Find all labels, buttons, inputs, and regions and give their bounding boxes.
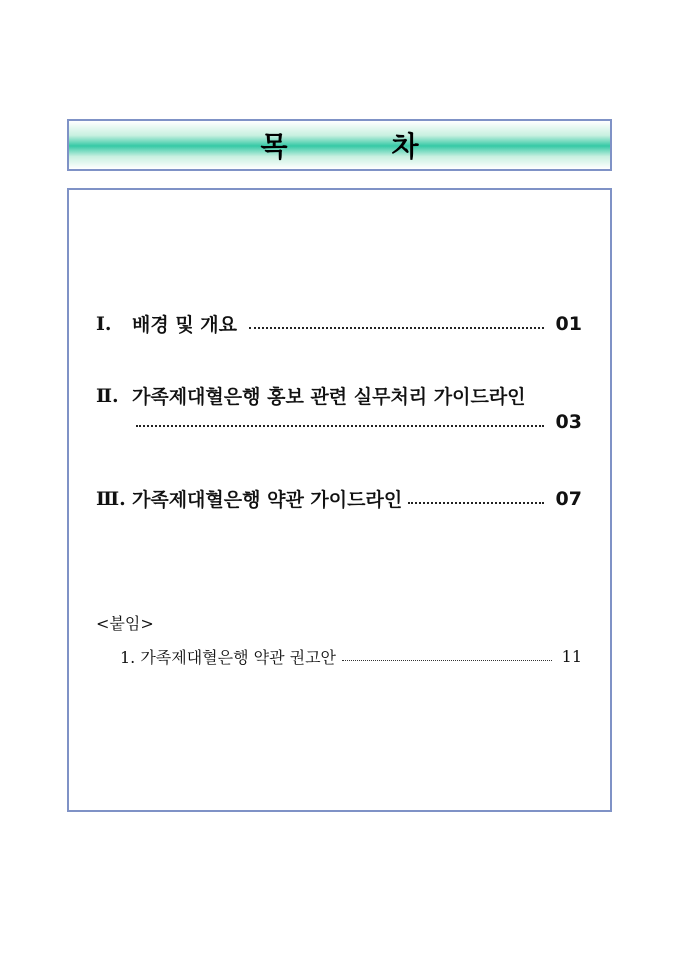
- toc-entry-page: 07: [555, 487, 582, 510]
- toc-entry-3[interactable]: [96, 485, 582, 512]
- toc-title: 목차: [260, 130, 523, 163]
- toc-leader-dots: [249, 327, 544, 329]
- toc-entry-text: 가족제대혈은행 홍보 관련 실무처리 가이드라인: [132, 386, 526, 408]
- toc-title-banner: [67, 119, 612, 171]
- toc-entry-1[interactable]: [96, 310, 582, 337]
- toc-entry-numeral: Ⅲ.: [96, 487, 126, 510]
- appendix-entry-1[interactable]: [120, 645, 582, 668]
- toc-leader-dots: [408, 502, 543, 504]
- toc-entry-page: 03: [555, 411, 582, 433]
- appendix-leader-dots: [342, 660, 552, 661]
- toc-leader-dots: [136, 425, 544, 427]
- toc-entry-numeral: Ⅱ.: [96, 384, 119, 407]
- appendix-entry-text: 1. 가족제대혈은행 약관 권고안: [120, 648, 336, 667]
- toc-entry-page: 01: [555, 312, 582, 335]
- toc-entry-2-continuation: [124, 411, 582, 433]
- toc-entry-2[interactable]: [96, 382, 582, 409]
- toc-entry-text: 가족제대혈은행 약관 가이드라인: [132, 489, 403, 511]
- appendix-entry-page: 11: [561, 647, 582, 666]
- toc-entry-numeral: Ⅰ.: [96, 312, 112, 335]
- appendix-label: <붙임>: [96, 614, 154, 633]
- toc-entry-text: 배경 및 개요: [132, 314, 237, 336]
